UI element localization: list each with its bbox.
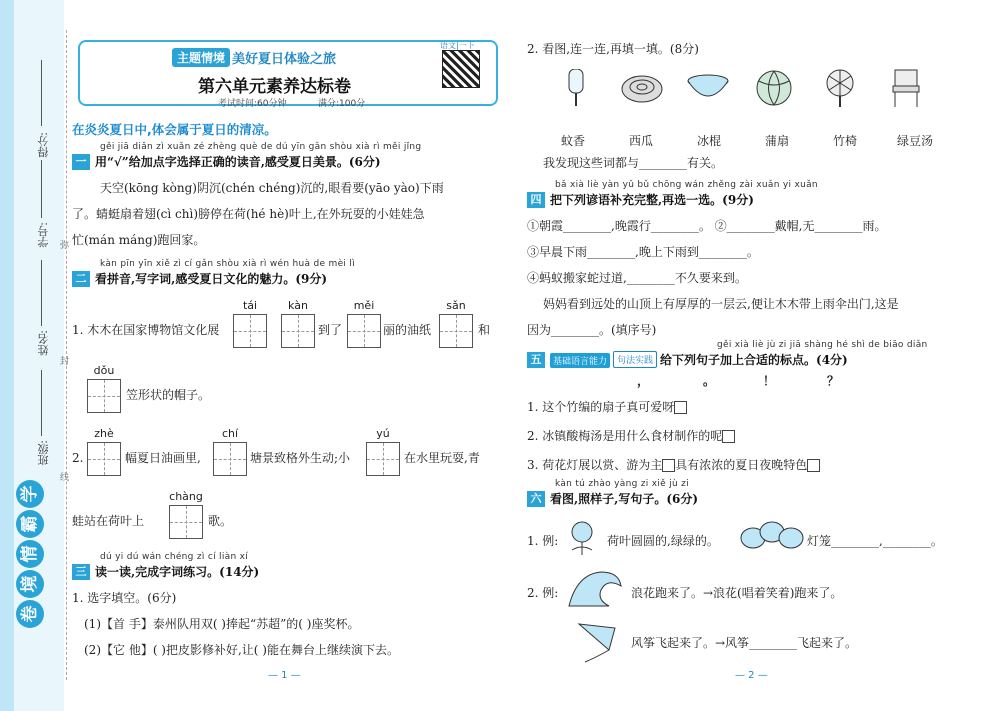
s6-q3: 3. 荷花灯展以赏、游为主 具有浓浓的夏日夜晚特色 (527, 452, 820, 478)
kite-icon (575, 620, 619, 668)
spine-stripe (0, 0, 14, 711)
s2-q1-text: 和 (478, 323, 491, 337)
lotus-leaf-icon (567, 520, 597, 560)
s1-line: 忙(mán máng)跑回家。 (72, 233, 206, 247)
id-label: 学号: (37, 222, 50, 248)
page-number: — 2 — (735, 670, 768, 681)
qr-code-icon (442, 50, 480, 88)
section-4-title: 四 把下列谚语补充完整,再选一选。(9分) (527, 191, 754, 208)
section-pinyin: dú yi dú wán chéng zì cí liàn xí (100, 552, 249, 562)
s5-line: ③早晨下雨________,晚上下雨到________。 (527, 245, 759, 259)
s7-e2-example: 浪花跑来了。→浪花(唱着笑着)跑来了。 (631, 586, 843, 600)
punct-mark: ？ (827, 374, 840, 388)
word-label: 绿豆汤 (897, 134, 934, 148)
popsicle-icon (543, 68, 609, 108)
s2-q1-text: 笠形状的帽子。 (126, 388, 211, 402)
s2-q1-text: 到了 (318, 323, 343, 337)
section-pinyin: bǎ xià liè yàn yǔ bǔ chōng wán zhěng zài xuǎn yi xuǎn (555, 180, 818, 190)
s2-q1-text: 丽的油纸 (383, 323, 432, 337)
s7-e2-label: 2. 例: (527, 586, 559, 600)
s7-e1-example: 荷叶圆圆的,绿绿的。 (607, 534, 719, 548)
s2-q2-text: 在水里玩耍,青 (404, 451, 480, 465)
word-label: 蚊香 (561, 134, 586, 148)
answer-box[interactable] (674, 401, 687, 414)
skill-badge: 句法实践 (613, 351, 657, 368)
s2-q2-text: 塘景致格外生动;小 (250, 451, 351, 465)
skill-badge: 基础语言能力 (550, 353, 610, 368)
s7-e1-answer: 灯笼________,________。 (807, 534, 943, 548)
exam-score: 满分:100分 (318, 99, 366, 109)
s3-line: (2)【它 他】( )把皮影修补好,让( )能在舞台上继续演下去。 (84, 643, 399, 657)
s7-e2-answer: 风筝飞起来了。→风筝________飞起来了。 (631, 636, 858, 650)
s4-title: 2. 看图,连一连,再填一填。(8分) (527, 42, 699, 56)
wave-icon (567, 568, 623, 612)
page-number: — 1 — (268, 670, 301, 681)
box-pinyin: dǒu (93, 364, 115, 377)
section-1-title: 一 用“√”给加点字选择正确的读音,感受夏日美景。(6分) (72, 153, 381, 170)
section-pinyin: kàn tú zhào yàng zi xiě jù zi (555, 479, 689, 489)
class-line (41, 370, 42, 436)
char-box[interactable] (87, 379, 121, 413)
section-pinyin: gěi jiā diǎn zì xuǎn zé zhèng què de dú yīn gǎn shòu xià rì měi jǐng (100, 142, 422, 152)
section-6-title: 六 看图,照样子,写句子。(6分) (527, 490, 698, 507)
answer-box[interactable] (722, 430, 735, 443)
class-label: 班级: (37, 440, 50, 466)
punct-mark: ， (637, 374, 650, 388)
name-line (41, 260, 42, 326)
s1-line: 天空(kōng kòng)阴沉(chén chéng)沉的,眼看要(yāo yào)下雨 (100, 181, 444, 195)
picture-row (543, 68, 939, 108)
word-label: 西瓜 (629, 134, 654, 148)
exam-time: 考试时间:60分钟 (218, 99, 287, 109)
answer-box[interactable] (807, 459, 820, 472)
word-label: 蒲扇 (765, 134, 790, 148)
punct-mark: 。 (703, 374, 716, 388)
s1-line: 了。蜻蜓扇着翅(cì chì)膀停在荷(hé hè)叶上,在外玩耍的小娃娃急 (72, 207, 425, 221)
s2-q2-text: 蛙站在荷叶上 (72, 514, 145, 528)
section-pinyin: gěi xià liè jù zi jiā shàng hé shì de biāo diǎn (717, 340, 928, 350)
s2-q2-label: 2. (72, 451, 84, 465)
char-box[interactable] (347, 314, 381, 348)
char-box[interactable] (169, 505, 203, 539)
section-number: 五 (527, 352, 545, 368)
s5-line: 因为________。(填序号) (527, 323, 657, 337)
s3-line: (1)【首 手】泰州队用双( )捧起“苏超”的( )座奖杯。 (84, 617, 360, 631)
exam-meta (78, 95, 498, 109)
theme-title: 美好夏日体验之旅 (232, 52, 337, 67)
punct-mark: ！ (763, 374, 776, 388)
word-label: 冰棍 (697, 134, 722, 148)
section-3-title: 三 读一读,完成字词练习。(14分) (72, 563, 259, 580)
word-label: 竹椅 (833, 134, 858, 148)
soup-bowl-icon (675, 68, 741, 108)
s3-sub-title: 1. 选字填空。(6分) (72, 591, 177, 605)
section-number: 二 (72, 271, 90, 287)
s4-fill: 我发现这些词都与________有关。 (543, 156, 724, 170)
section-number: 四 (527, 192, 545, 208)
subject-label: 语文|一下 (440, 41, 475, 50)
s2-q2-text: 歌。 (208, 514, 233, 528)
bamboo-chair-icon (873, 68, 939, 108)
cut-mark: 线 (60, 473, 70, 483)
box-pinyin: chí (221, 427, 239, 440)
page-2 (525, 0, 985, 711)
theme-tag: 主题情境 (172, 48, 230, 67)
section-number: 六 (527, 491, 545, 507)
s5-line: ④蚂蚁搬家蛇过道,________不久要来到。 (527, 271, 747, 285)
char-box[interactable] (213, 442, 247, 476)
score-label: 得分: (37, 132, 50, 158)
section-number: 三 (72, 564, 90, 580)
lantern-icon (739, 518, 805, 558)
score-line (41, 60, 42, 126)
box-pinyin: měi (353, 299, 375, 312)
cut-mark: 弥 (60, 241, 70, 251)
s6-q1: 1. 这个竹编的扇子真可爱呀 (527, 394, 687, 420)
char-box[interactable] (281, 314, 315, 348)
binding-spine (0, 0, 70, 711)
cut-line (66, 30, 67, 680)
page-1 (70, 0, 500, 711)
box-pinyin: zhè (94, 427, 114, 440)
id-line (41, 160, 42, 218)
char-box[interactable] (366, 442, 400, 476)
char-box[interactable] (233, 314, 267, 348)
intro-text: 在炎炎夏日中,体会属于夏日的清凉。 (72, 122, 277, 137)
s2-q2-text: 幅夏日油画里, (125, 451, 201, 465)
cattail-fan-icon (807, 68, 873, 108)
box-pinyin: chàng (169, 490, 203, 503)
box-pinyin: sǎn (446, 299, 466, 312)
s5-line: ①朝霞________,晚霞行________。 ②________戴帽,无________雨。 (527, 219, 887, 233)
box-pinyin: yú (376, 427, 390, 440)
cut-mark: 封 (60, 357, 70, 367)
section-number: 一 (72, 154, 90, 170)
exam-title: 第六单元素养达标卷 (198, 77, 351, 97)
box-pinyin: kàn (288, 299, 308, 312)
section-2-title: 二 看拼音,写字词,感受夏日文化的魅力。(9分) (72, 270, 327, 287)
answer-box[interactable] (662, 459, 675, 472)
box-pinyin: tái (242, 299, 258, 312)
section-pinyin: kàn pīn yīn xiě zì cí gǎn shòu xià rì wén huà de mèi lì (100, 259, 355, 269)
brand-logo: 学 霸 情 境 卷 (16, 480, 46, 670)
section-5-title: 五 基础语言能力 句法实践 给下列句子加上合适的标点。(4分) (527, 351, 848, 368)
name-label: 姓名: (37, 330, 50, 356)
char-box[interactable] (439, 314, 473, 348)
mosquito-coil-icon (609, 68, 675, 108)
s7-e1-label: 1. 例: (527, 534, 559, 548)
s6-q2: 2. 冰镇酸梅汤是用什么食材制作的呢 (527, 423, 735, 449)
s5-line: 妈妈看到远处的山顶上有厚厚的一层云,便让木木带上雨伞出门,这是 (543, 297, 899, 311)
s2-q1-label: 1. 木木在国家博物馆文化展 (72, 323, 220, 337)
watermelon-icon (741, 68, 807, 108)
char-box[interactable] (87, 442, 121, 476)
